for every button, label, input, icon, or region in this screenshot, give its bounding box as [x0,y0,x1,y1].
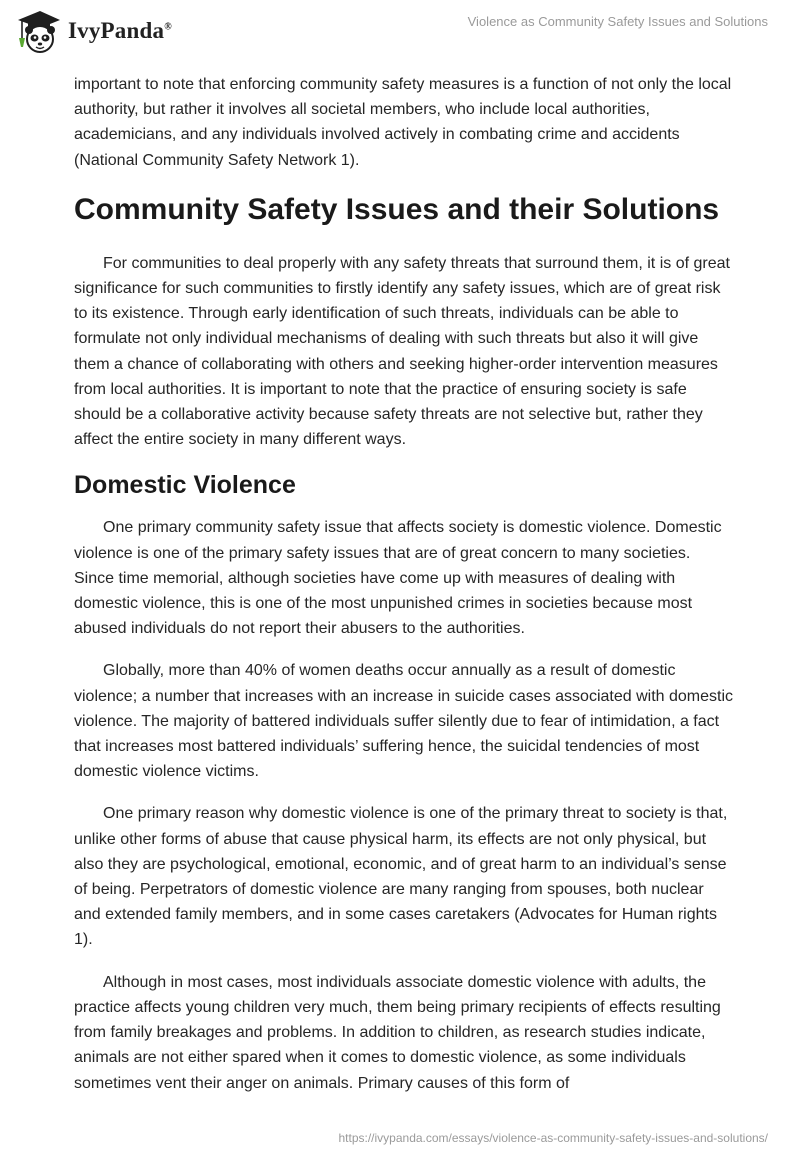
ivypanda-logo[interactable] [14,8,172,54]
subsection-heading: Domestic Violence [74,471,296,500]
intro-paragraph: important to note that enforcing community safety measures is a function of not only the local authority, but rather it involves all societal members, who include local authorities, academicians, and any individuals involved actively in combating crime and accidents (National Community Safety Network 1). [74,76,732,169]
panda-graduate-icon [14,8,62,54]
essay-content [74,72,734,1113]
source-url[interactable]: https://ivypanda.com/essays/violence-as-community-safety-issues-and-solutions/ [338,1131,768,1145]
document-title: Violence as Community Safety Issues and Solutions [467,14,768,29]
section-paragraph: For communities to deal properly with any safety threats that surround them, it is of great significance for such communities to firstly identify any safety issues, which are of great risk to its existence. Through early identification of such threats, individuals can be able to formulate not only individual mechanisms of dealing with such threats but also it will give them a chance of collaborating with others and seeking higher-order intervention measures from local authorities. It is important to note that the practice of ensuring society is safe should be a collaborative activity because safety threats are not selective but, rather they affect the entire society in many different ways. [74,254,730,449]
body-paragraph: One primary reason why domestic violence is one of the primary threat to society is that, unlike other forms of abuse that cause physical harm, its effects are not only physical, but also they are psychological, emotional, economic, and of great harm to an individual’s sense of being. Perpetrators of domestic violence are many ranging from spouses, both nuclear and extended family members, and in some cases caretakers (Advocates for Human rights 1). [74,805,728,949]
brand-name: IvyPanda® [68,18,172,43]
body-paragraph: Although in most cases, most individuals associate domestic violence with adults, the practice affects young children very much, them being primary recipients of effects resulting from family breakages and problems. In addition to children, as research studies indicate, animals are not either spared when it comes to domestic violence, as some individuals sometimes vent their anger on animals. Primary causes of this form of [74,973,721,1092]
body-paragraph: Globally, more than 40% of women deaths occur annually as a result of domestic violence; a number that increases with an increase in suicide cases associated with domestic violence. The majority of battered individuals suffer silently due to fear of intimidation, a fact that increases most battered individuals’ suffering hence, the suicidal tendencies of most domestic violence victims. [74,662,733,781]
section-heading: Community Safety Issues and their Solutions [74,192,720,226]
body-paragraph: One primary community safety issue that affects society is domestic violence. Domestic violence is one of the primary safety issues that are of great concern to many societies. Since time memorial, although societies have come up with measures of dealing with domestic violence, this is one of the most unpunished crimes in societies because most abused individuals do not report their abusers to the authorities. [74,519,722,638]
page-header [0,0,800,62]
